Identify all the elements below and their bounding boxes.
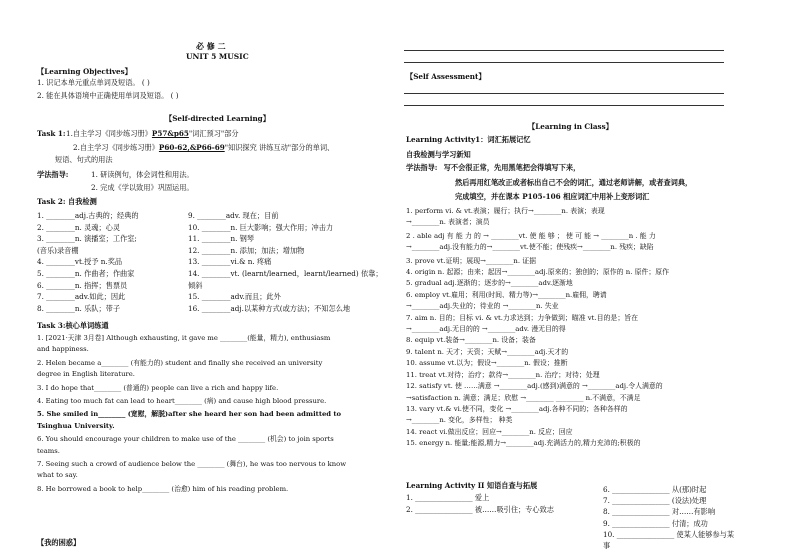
list-item: 10. assume vt.以为；假设→________n. 假设；推断 xyxy=(406,359,568,368)
list-item: 14. ________vt. (learnt/learned，learnt/learned) 依靠； xyxy=(188,268,383,278)
task3-label: Task 3:核心单词练通 xyxy=(37,321,109,330)
list-item: 4. ________vt.授予 n.奖品 xyxy=(37,257,123,267)
list-item: what to say. xyxy=(37,471,78,480)
list-item: 7. Seeing such a crowd of audience below the ________ (舞台), he was too nervous to know xyxy=(37,460,347,469)
assessment-line xyxy=(404,62,724,63)
objective-1: 1. 识记本单元重点单词及短语。 ( ) xyxy=(37,78,150,87)
assessment-header: 【Self Assessment】 xyxy=(406,72,486,81)
self-directed-header: 【Self-directed Learning】 xyxy=(165,114,270,123)
puzzle-header: 【我的困惑】 xyxy=(37,538,81,547)
objectives-header: 【Learning Objectives】 xyxy=(37,67,132,76)
list-item: 9. talent n. 天才；天资；天赋→________adj.天才的 xyxy=(406,347,569,356)
activity1-sub: 自我检测与学习新知 xyxy=(406,150,471,159)
list-item: 8. ________n. 乐队；带子 xyxy=(37,303,121,313)
list-item: →________adj.失业的；待业的 →________n. 失业 xyxy=(406,302,559,311)
objective-2: 2. 能在具体语境中正确使用单词及短语。 ( ) xyxy=(37,91,179,100)
list-item: 8. ________________ 对……有影响 xyxy=(603,507,716,517)
list-item: 7. aim n. 目的；目标 vi. & vt.力求达到；力争做到；瞄准 vt.目的是；旨在 xyxy=(406,313,638,322)
list-item: 2 . able adj 有 能 力 的 → ________vt. 使 能 够 ； 使 可 能 → ________n . 能 力 xyxy=(406,231,656,240)
list-item: degree in English literature. xyxy=(37,370,135,379)
list-item: 5. gradual adj.逐渐的；逐步的→________adv.逐渐地 xyxy=(406,279,573,288)
task1-line1-c: "词汇预习"部分 xyxy=(188,129,239,138)
guide-2: 2. 完成《学以致用》巩固运用。 xyxy=(91,183,194,192)
list-item: 3. I do hope that________ (普通的) people can live a rich and happy life. xyxy=(37,383,279,392)
list-item: 3. ________n. 演播室；工作室; xyxy=(37,234,137,244)
task1-line2-c: "知识探究 讲练互动"部分的单词、 xyxy=(224,143,335,152)
activity1-title: Learning Activity1：词汇拓展记忆 xyxy=(406,135,531,144)
list-item: 4. Eating too much fat can lead to heart________ (病) and cause high blood pressure. xyxy=(37,397,327,406)
list-item: 6. You should encourage your children to make use of the ________ (机会) to join sports xyxy=(37,435,334,444)
list-item: 5. ________n. 作曲者；作曲家 xyxy=(37,268,135,278)
method-label: 学法指导: xyxy=(406,163,438,172)
list-item: 8. equip vt.装备→________n. 设备；装备 xyxy=(406,336,536,345)
list-item: 15. ________adv.而且；此外 xyxy=(188,292,281,302)
list-item: 1. perform vi. & vt.表演；履行；执行→________n. 表演；表现 xyxy=(406,207,605,215)
list-item: 8. He borrowed a book to help________ (治愈) him of his reading problem. xyxy=(37,484,289,493)
list-item: 倾斜 xyxy=(188,280,203,290)
activity2-title: Learning Activity II 知语自查与拓展 xyxy=(406,481,538,490)
list-item: 3. prove vt.证明；展现→________n. 证据 xyxy=(406,256,537,265)
task1-label: Task 1: xyxy=(37,129,66,138)
task1-line1-a: 1.自主学习《同步练习册》 xyxy=(66,129,152,138)
guide-1: 1. 研读例句，体会词性和用法。 xyxy=(91,170,194,179)
list-item: 2. ________n. 灵魂；心灵 xyxy=(37,222,121,232)
list-item: (音乐)录音棚 xyxy=(37,245,79,255)
list-item: 14. react vi.做出反应；回应→________n. 反应；回应 xyxy=(406,427,573,436)
list-item: 1. ________________ 爱上 xyxy=(406,493,490,502)
assessment-line xyxy=(404,105,724,106)
list-item: 4. origin n. 起源；由来；起因→________adj.原来的；独创的；原作的 n. 原件；原作 xyxy=(406,268,670,277)
list-item: Tsinghua University. xyxy=(37,421,115,430)
list-item: 16. ________adj.以某种方式(或方法)；不知怎么地 xyxy=(188,303,351,313)
list-item: 1. [2021·天津 3月卷] Although exhausting, it gave me ________(能量，精力), enthusiasm xyxy=(37,334,331,342)
unit-title: UNIT 5 MUSIC xyxy=(186,52,249,61)
activity2-left-list xyxy=(406,492,554,516)
list-item: 9. ________adv. 现在；目前 xyxy=(188,211,279,220)
list-item: 11. treat vt.对待；治疗；款待→________n. 治疗；对待；处理 xyxy=(406,370,600,379)
list-item: 12. satisfy vt. 使 ……满意 →________adj.(感到)满意的 →________adj.令人满意的 xyxy=(406,382,663,391)
task1-line1 xyxy=(66,129,239,138)
list-item: 10. ________________ 使某人能够参与某 xyxy=(603,529,735,539)
list-item: 2. Helen became a________ (有能力的) student and finally she received an university xyxy=(37,358,323,367)
list-item: 11. ________n. 钢琴 xyxy=(188,234,255,244)
list-item: 5. She smiled in________ (宽慰，解脱)after she heard her son had been admitted to xyxy=(37,410,342,419)
list-item: →satisfaction n. 满意；满足；欣慰 →________ ________ n.不满意，不满足 xyxy=(406,393,641,402)
list-item: 13. vary vt.& vi.使不同，变化 →________adj.各种不同的；各种各样的 xyxy=(406,404,628,413)
list-item: 15. energy n. 能量;能源,精力→________adj.充满活力的,精力充沛的;积极的 xyxy=(406,439,641,448)
list-item: 13. ________vi.& n. 疼痛 xyxy=(188,257,272,267)
in-class-header: 【Learning in Class】 xyxy=(528,122,613,131)
task1-line2-a: 2.自主学习《同步练习册》 xyxy=(73,143,159,152)
list-item: 6. ________________ 从(那)时起 xyxy=(603,485,707,494)
task3-list xyxy=(37,333,346,495)
list-item: 2. ________________ 被……吸引住；专心致志 xyxy=(406,505,554,514)
list-item: and happiness. xyxy=(37,345,89,354)
list-item: 7. ________________ (设法)处理 xyxy=(603,496,707,506)
list-item: →________adj.没有能力的→________vt.使不能；使残疾→________n. 残疾；缺陷 xyxy=(406,243,654,252)
task1-line3: 短语、句式的用法 xyxy=(55,155,113,164)
method-3: 完成填空，并在课本 P105-106 相应词汇中用补上变形词汇 xyxy=(455,192,650,201)
task2-label: Task 2: 自我检测 xyxy=(37,197,97,206)
method-2: 然后再用红笔改正或者标出自己不会的词汇，通过老师讲解，或者查词典， xyxy=(455,178,693,187)
assessment-line xyxy=(404,93,724,94)
list-item: teams. xyxy=(37,446,60,455)
list-item: 1. ________adj.古典的；经典的 xyxy=(37,211,139,220)
method-line1 xyxy=(406,163,580,172)
list-item: →________adj.无目的的 →________adv. 漫无目的得 xyxy=(406,325,566,334)
page-title: 必 修 二 xyxy=(196,41,226,51)
list-item: →________n. 表演者；演员 xyxy=(406,218,490,227)
vocab-list xyxy=(406,206,669,450)
list-item: 10. ________n. 巨大影响；强大作用；冲击力 xyxy=(188,222,334,232)
list-item: 9. ________________ 付清；成功 xyxy=(603,518,708,528)
task1-line1-pages: P57&p65 xyxy=(151,129,189,138)
task2-left-list xyxy=(37,210,139,314)
assessment-line xyxy=(404,50,724,51)
list-item: 12. ________n. 添加；加法；增加物 xyxy=(188,245,305,255)
list-item: 事 xyxy=(603,541,611,551)
task2-right-list xyxy=(188,210,383,314)
task1-line2 xyxy=(73,143,334,152)
method-1: 写不会很正常，先用黑笔把会得填写下来， xyxy=(443,163,581,172)
list-item: 6. ________n. 指挥；售票员 xyxy=(37,280,128,290)
list-item: 6. employ vt.雇用；利用(时间、精力等)→________n.雇佣，聘请 xyxy=(406,290,607,299)
list-item: →________n. 变化，多样性； 种类 xyxy=(406,416,513,425)
list-item: 7. ________adv.如此；因此 xyxy=(37,292,126,302)
task1-line2-pages: P60-62,&P66-69 xyxy=(158,143,225,152)
guide-label: 学法指导: xyxy=(37,170,69,179)
activity2-right-list xyxy=(603,484,734,551)
